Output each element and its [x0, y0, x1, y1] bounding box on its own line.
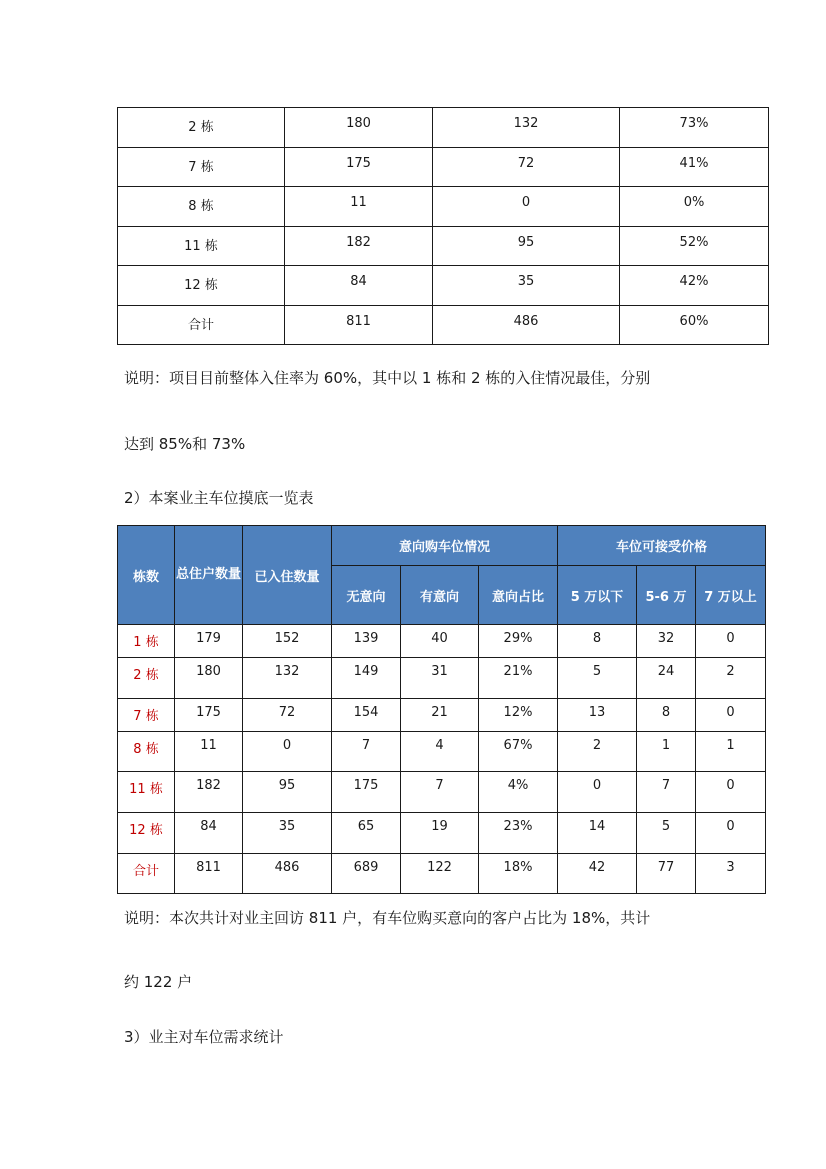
table-cell: 132 — [243, 658, 332, 699]
building-cell: 11 栋 — [118, 772, 175, 813]
table-cell: 2 — [558, 732, 637, 772]
table-cell: 95 — [243, 772, 332, 813]
table-cell: 95 — [433, 226, 620, 266]
table-cell: 182 — [175, 772, 243, 813]
table-row — [118, 108, 769, 148]
table-cell: 8 — [637, 699, 696, 732]
table-cell: 3 — [696, 854, 766, 894]
table-cell: 486 — [433, 305, 620, 345]
building-cell: 12 栋 — [118, 266, 285, 306]
table-cell: 811 — [175, 854, 243, 894]
header-intent-group: 意向购车位情况 — [332, 526, 558, 566]
table-cell: 84 — [285, 266, 433, 306]
section2-title: 2）本案业主车位摸底一览表 — [124, 489, 314, 507]
table-cell: 0 — [696, 813, 766, 854]
building-cell: 7 栋 — [118, 699, 175, 732]
table-cell: 42% — [620, 266, 769, 306]
table-cell: 689 — [332, 854, 401, 894]
table-cell: 811 — [285, 305, 433, 345]
table-cell: 175 — [175, 699, 243, 732]
table-row — [118, 658, 766, 699]
table-row — [118, 266, 769, 306]
note2-line1: 说明：本次共计对业主回访 811 户，有车位购买意向的客户占比为 18%，共计 — [124, 909, 651, 927]
table-cell: 179 — [175, 625, 243, 658]
table-cell: 21 — [401, 699, 479, 732]
header-5-6: 5-6 万 — [637, 566, 696, 625]
table-cell: 42 — [558, 854, 637, 894]
occupancy-table-body — [118, 108, 769, 345]
table-cell: 152 — [243, 625, 332, 658]
table-row — [118, 772, 766, 813]
building-cell: 合计 — [118, 305, 285, 345]
header-price-group: 车位可接受价格 — [558, 526, 766, 566]
building-cell: 7 栋 — [118, 147, 285, 187]
header-building: 栋数 — [118, 526, 175, 625]
table-cell: 132 — [433, 108, 620, 148]
table-cell: 122 — [401, 854, 479, 894]
building-cell: 2 栋 — [118, 108, 285, 148]
table-cell: 11 — [285, 187, 433, 227]
table-row — [118, 147, 769, 187]
occupancy-table — [117, 107, 769, 345]
table-row — [118, 187, 769, 227]
building-cell: 8 栋 — [118, 187, 285, 227]
table-row — [118, 226, 769, 266]
table-cell: 60% — [620, 305, 769, 345]
table-cell: 72 — [433, 147, 620, 187]
table-cell: 32 — [637, 625, 696, 658]
table-cell: 180 — [175, 658, 243, 699]
table-cell: 0 — [696, 625, 766, 658]
table-cell: 0 — [433, 187, 620, 227]
header-has-intent: 有意向 — [401, 566, 479, 625]
table-cell: 175 — [332, 772, 401, 813]
table-cell: 0 — [243, 732, 332, 772]
table-cell: 72 — [243, 699, 332, 732]
table-cell: 19 — [401, 813, 479, 854]
table-row — [118, 854, 766, 894]
table-cell: 0 — [558, 772, 637, 813]
header-over-7: 7 万以上 — [696, 566, 766, 625]
building-cell: 12 栋 — [118, 813, 175, 854]
parking-table-body — [118, 625, 766, 894]
table-cell: 7 — [332, 732, 401, 772]
table-cell: 4% — [479, 772, 558, 813]
table-cell: 35 — [433, 266, 620, 306]
table-cell: 1 — [637, 732, 696, 772]
table-cell: 180 — [285, 108, 433, 148]
table-row — [118, 813, 766, 854]
note1-line2: 达到 85%和 73% — [124, 435, 246, 453]
header-no-intent: 无意向 — [332, 566, 401, 625]
table-cell: 65 — [332, 813, 401, 854]
table-cell: 5 — [558, 658, 637, 699]
table-cell: 486 — [243, 854, 332, 894]
table-cell: 0 — [696, 772, 766, 813]
table-cell: 2 — [696, 658, 766, 699]
header-intent-ratio: 意向占比 — [479, 566, 558, 625]
table-cell: 31 — [401, 658, 479, 699]
table-cell: 18% — [479, 854, 558, 894]
table-cell: 5 — [637, 813, 696, 854]
table-cell: 52% — [620, 226, 769, 266]
table-cell: 23% — [479, 813, 558, 854]
table-cell: 8 — [558, 625, 637, 658]
parking-survey-table — [117, 525, 766, 894]
table-cell: 175 — [285, 147, 433, 187]
building-cell: 11 栋 — [118, 226, 285, 266]
table-row — [118, 699, 766, 732]
table-cell: 139 — [332, 625, 401, 658]
note2-line2: 约 122 户 — [124, 973, 193, 991]
table-cell: 77 — [637, 854, 696, 894]
table-cell: 67% — [479, 732, 558, 772]
table-cell: 0 — [696, 699, 766, 732]
section3-title: 3）业主对车位需求统计 — [124, 1028, 284, 1046]
table-cell: 14 — [558, 813, 637, 854]
table-cell: 0% — [620, 187, 769, 227]
table-cell: 73% — [620, 108, 769, 148]
header-under-5: 5 万以下 — [558, 566, 637, 625]
table-cell: 7 — [637, 772, 696, 813]
table-row — [118, 732, 766, 772]
table-cell: 21% — [479, 658, 558, 699]
note1-line1: 说明：项目目前整体入住率为 60%，其中以 1 栋和 2 栋的入住情况最佳，分别 — [124, 369, 651, 387]
table-row — [118, 625, 766, 658]
table-cell: 40 — [401, 625, 479, 658]
building-cell: 1 栋 — [118, 625, 175, 658]
parking-table-header — [118, 526, 766, 625]
table-cell: 41% — [620, 147, 769, 187]
header-total-households: 总住户数量 — [175, 526, 243, 625]
header-occupied: 已入住数量 — [243, 526, 332, 625]
table-cell: 13 — [558, 699, 637, 732]
building-cell: 8 栋 — [118, 732, 175, 772]
building-cell: 2 栋 — [118, 658, 175, 699]
table-cell: 7 — [401, 772, 479, 813]
table-cell: 4 — [401, 732, 479, 772]
table-row — [118, 305, 769, 345]
table-cell: 29% — [479, 625, 558, 658]
table-cell: 84 — [175, 813, 243, 854]
table-cell: 1 — [696, 732, 766, 772]
table-cell: 24 — [637, 658, 696, 699]
table-cell: 154 — [332, 699, 401, 732]
table-cell: 35 — [243, 813, 332, 854]
table-cell: 149 — [332, 658, 401, 699]
building-cell: 合计 — [118, 854, 175, 894]
table-cell: 182 — [285, 226, 433, 266]
table-cell: 11 — [175, 732, 243, 772]
table-cell: 12% — [479, 699, 558, 732]
